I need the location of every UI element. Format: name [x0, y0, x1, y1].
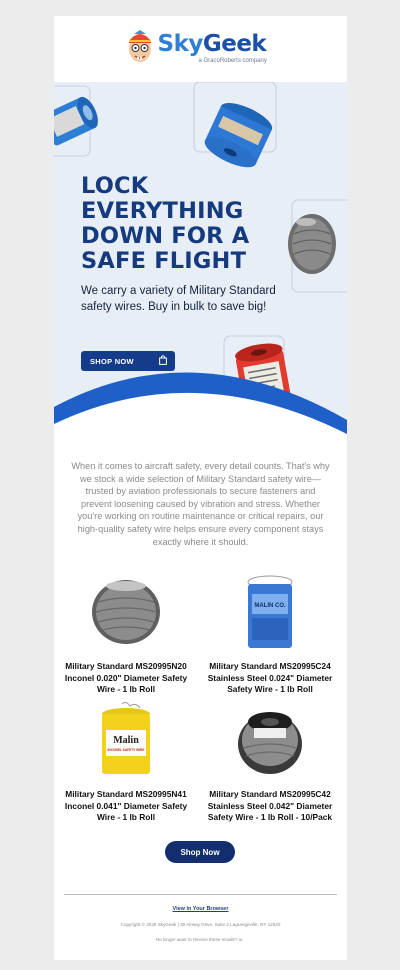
brand-name	[158, 31, 267, 57]
copyright-text: Copyright © 2025 SkyGeek | 30 Airway Drive, Suite 2 Lagrangeville, NY 12540	[120, 922, 281, 927]
brand-tagline: a GracoRoberts company	[198, 58, 267, 64]
headline-line-2: EVERYTHING	[81, 198, 244, 224]
spool-image-blue-2	[201, 97, 276, 173]
product-image-silver-spool[interactable]	[86, 572, 166, 652]
headline-line-3: DOWN FOR A	[81, 223, 250, 249]
product-title[interactable]: Military Standard MS20995C24 Stainless Steel 0.024" Diameter Safety Wire - 1 lb Roll	[207, 661, 333, 695]
geek-mascot-icon	[126, 29, 154, 65]
hero-banner	[54, 82, 347, 442]
headline-line-4: SAFE FLIGHT	[81, 248, 247, 274]
intro-paragraph: When it comes to aircraft safety, every detail counts. That's why we stock a wide selection of Military Standard safety wire—trusted by aviation professionals to secure fasteners and prevent loosening caused by vibration and stress. Whether you're working on routine maintenance or critical repairs, our high-quality safety wire helps ensure every component stays exactly where it should.	[71, 461, 330, 547]
shop-now-button[interactable]: Shop Now	[165, 841, 235, 863]
product-card[interactable]	[56, 700, 196, 824]
blue-spool-label: MALIN CO.	[254, 603, 286, 609]
hero-shop-now-button[interactable]	[81, 351, 175, 371]
brand-sky: Sky	[157, 31, 203, 57]
unsubscribe-text[interactable]: No longer want to receive these emails? or .	[155, 937, 246, 942]
yellow-spool-label: Malin	[113, 735, 139, 746]
spool-image-blue-1	[54, 94, 102, 147]
hero-subtext: We carry a variety of Military Standard safety wires. Buy in bulk to save big!	[81, 285, 276, 313]
product-title[interactable]: Military Standard MS20995N20 Inconel 0.020" Diameter Safety Wire - 1 lb Roll	[64, 661, 188, 695]
view-in-browser-link[interactable]: View in Your Browser	[172, 906, 229, 912]
product-title[interactable]: Military Standard MS20995C42 Stainless Steel 0.042" Diameter Safety Wire - 1 lb Roll - 10/Pack	[207, 789, 333, 823]
product-card[interactable]	[200, 572, 340, 696]
shopping-bag-icon	[159, 355, 167, 365]
product-title[interactable]: Military Standard MS20995N41 Inconel 0.041" Diameter Safety Wire - 1 lb Roll	[64, 789, 188, 823]
email-card	[54, 16, 347, 960]
headline-line-1: LOCK	[81, 173, 149, 199]
product-image-blue-spool[interactable]	[230, 572, 310, 652]
hero-headline	[81, 174, 301, 274]
yellow-spool-sublabel: INCONEL SAFETY WIRE	[107, 748, 145, 752]
footer-divider	[64, 894, 337, 895]
product-image-yellow-spool[interactable]	[86, 700, 166, 780]
skygeek-logo[interactable]	[126, 27, 276, 71]
product-card[interactable]	[56, 572, 196, 696]
product-card[interactable]	[200, 700, 340, 824]
header	[54, 16, 347, 82]
brand-geek: Geek	[202, 31, 267, 57]
product-image-steel-spool[interactable]	[230, 700, 310, 780]
hero-shop-now-label: SHOP NOW	[90, 356, 134, 366]
